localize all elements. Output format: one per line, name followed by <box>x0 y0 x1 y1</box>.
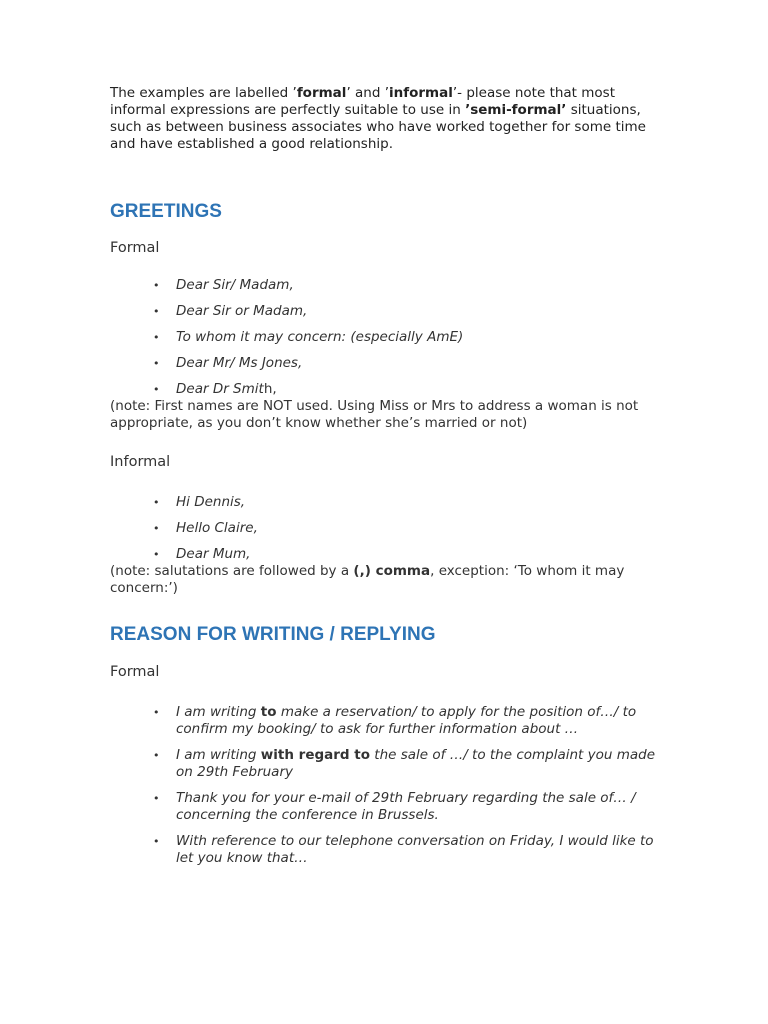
list-item: • To whom it may concern: (especially AmE) <box>110 329 670 346</box>
greetings-informal-note <box>110 563 670 597</box>
list-item-text: I am writing <box>176 747 261 763</box>
list-item: • Hello Claire, <box>110 520 670 537</box>
list-item: • Dear Mum, <box>110 546 670 563</box>
list-item-text-end: h, <box>263 381 277 397</box>
reason-formal-list <box>110 704 670 867</box>
intro-text-4: situations, such as between business associates who have worked together for some time and have established a good relationship. <box>110 102 646 152</box>
note-text-2: , exception: ‘To whom it may concern:’) <box>110 563 625 596</box>
list-item: • Dear Sir or Madam, <box>110 303 670 320</box>
list-item: • Thank you for your e-mail of 29th February regarding the sale of… / concerning the conference in Brussels. <box>110 790 670 824</box>
list-item <box>110 704 670 738</box>
intro-text-3: ’- please note that most informal expressions are perfectly suitable to use in <box>110 85 616 118</box>
intro-informal-term: informal <box>389 85 453 101</box>
intro-formal-term: formal <box>296 85 347 101</box>
intro-paragraph <box>110 85 670 153</box>
greetings-formal-list <box>110 277 670 398</box>
list-item <box>110 381 670 398</box>
list-item: • Hi Dennis, <box>110 494 670 511</box>
intro-text-2: ’ and ’ <box>346 85 390 101</box>
greetings-formal-label: Formal <box>110 240 160 256</box>
greetings-heading: GREETINGS <box>110 201 222 222</box>
intro-semi-formal-term: ’semi-formal’ <box>465 102 567 118</box>
note-comma: (,) comma <box>353 563 431 579</box>
list-item: • Dear Mr/ Ms Jones, <box>110 355 670 372</box>
list-item-bold: with regard to <box>260 747 370 763</box>
greetings-formal-note: (note: First names are NOT used. Using Miss or Mrs to address a woman is not appropriate, as you don’t know whether she’s married or not) <box>110 398 639 431</box>
intro-text-1: The examples are labelled ’ <box>110 85 297 101</box>
reason-heading: REASON FOR WRITING / REPLYING <box>110 624 436 645</box>
note-text-1: (note: salutations are followed by a <box>110 563 354 579</box>
greetings-informal-label: Informal <box>110 454 171 470</box>
list-item: • With reference to our telephone conversation on Friday, I would like to let you know that… <box>110 833 670 867</box>
list-item-text: make a reservation/ to apply for the position of…/ to confirm my booking/ to ask for further information about … <box>176 704 637 737</box>
list-item-text: Dear Dr Smit <box>176 381 264 397</box>
list-item-bold: to <box>260 704 277 720</box>
reason-formal-label: Formal <box>110 664 160 680</box>
list-item-text: I am writing <box>176 704 261 720</box>
list-item-text: the sale of …/ to the complaint you made on 29th February <box>176 747 656 780</box>
list-item <box>110 747 670 781</box>
list-item: • Dear Sir/ Madam, <box>110 277 670 294</box>
document-page <box>110 85 670 867</box>
greetings-informal-list <box>110 494 670 563</box>
